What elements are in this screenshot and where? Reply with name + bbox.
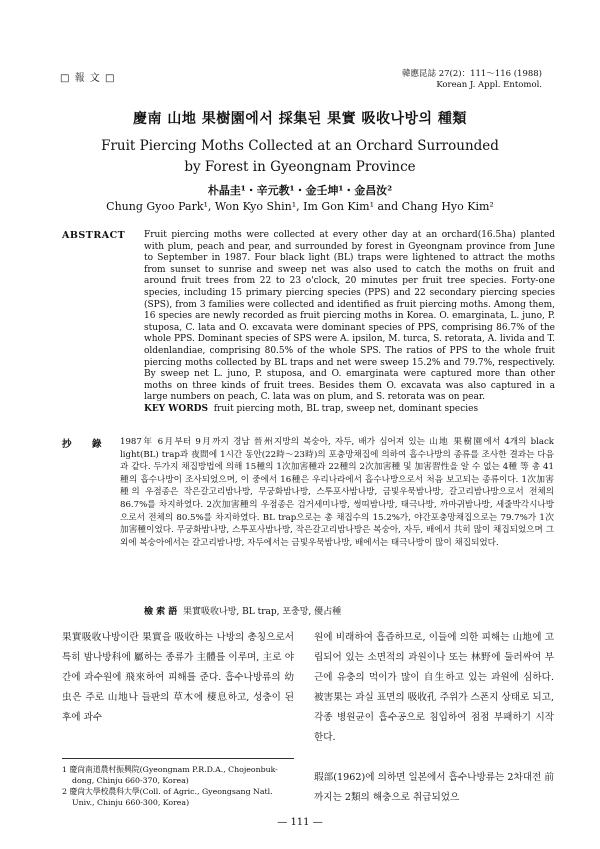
- keywords-korean-text: 果實吸收나방, BL trap, 포충망, 優占種: [183, 607, 342, 617]
- keywords: [144, 404, 555, 414]
- abstract-text: Fruit piercing moths were collected at every other day at an orchard(16.5ha) planted with plum, peach and pear, and surrounded by forest in Gyeongnam province from June to September in 1987. Four black light (BL) traps were lightened to attract the moths from sunset to sunrise and sweep net was also used to catch the moths on fruit and around fruit trees from 22 to 23 o'clock, 20 minutes per fruit tree species. Forty-one species, including 15 primary piercing species (PPS) and 22 secondary piercing species (SPS), from 3 families were collected and identified as fruit piercing moths. Among them, 16 species are newly recorded as fruit piercing moths in Korea. O. emarginata, L. juno, P. stuposa, C. lata and O. excavata were dominant species of PPS, comprising 86.7% of the whole PPS. Dominant species of SPS were A. ipsilon, M. turca, S. retorata, A. livida and T. oldenlandiae, comprising 80.5% of the whole SPS. The ratios of PPS to the whole fruit piercing moths collected by BL traps and net were sweep 15.2% and 79.7%, respectively. By sweep net L. juno, P. stuposa, and O. emarginata were captured more than other moths on three kinds of fruit trees. Besides them O. excavata was also captured in a large numbers on peach, C. lata was on plum, and S. retorata was on pear.: [144, 230, 555, 403]
- footnote-2: 2 慶尙大學校農科大學(Coll. of Agric., Gyeongsang Natl. Univ., Chinju 660-300, Korea): [62, 787, 273, 807]
- journal-citation: [402, 69, 542, 91]
- keywords-korean-label: 檢 索 語: [144, 607, 178, 617]
- footnote-1: 1 慶尙南道農村振興院(Gyeongnam P.R.D.A., Chojeonbuk-dong, Chinju 660-370, Korea): [62, 765, 278, 785]
- footnote-divider: [62, 758, 294, 759]
- article-type-label: □ 報 文 □: [60, 73, 116, 84]
- title-english: [0, 136, 600, 178]
- summary-label: 抄 錄: [62, 439, 103, 450]
- keywords-label: KEY WORDS: [144, 404, 208, 414]
- title-english-line1: Fruit Piercing Moths Collected at an Orchard Surrounded: [101, 138, 499, 154]
- authors-korean: 朴晶圭¹・辛元教¹・金壬坤¹・金昌汝²: [207, 184, 393, 197]
- body-left-column: 果實吸收나방이란 果實을 吸收하는 나방의 총칭으로서 특히 밤나방科에 屬하는 종류가 主體를 이루며, 主로 야간에 과수원에 飛來하여 피해를 준다. 흡수나방류의 幼虫은 주로 山地나 들판의 草木에 棲息하고, 성충이 된 후에 과수: [62, 632, 294, 723]
- journal-citation-en: Korean J. Appl. Entomol.: [436, 80, 542, 90]
- authors-english: Chung Gyoo Park¹, Won Kyo Shin¹, Im Gon Kim¹ and Chang Hyo Kim²: [106, 200, 494, 213]
- abstract-label: ABSTRACT: [62, 230, 126, 241]
- body-right-column: 원에 비래하여 흡즙하므로, 이들에 의한 피해는 山地에 고립되어 있는 소면적의 과원이나 또는 林野에 둘러싸여 부근에 유충의 먹이가 많이 自生하고 있는 과원에 심하다. 被害果는 과실 표면의 吸收孔 주위가 스폰지 상태로 되고, 각종 병원균이 흡수공으로 침입하여 점점 부패하기 시작한다.: [314, 632, 554, 743]
- title-korean: 慶南 山地 果樹園에서 採集된 果實 吸收나방의 種類: [133, 111, 467, 127]
- keywords-korean: [144, 604, 555, 617]
- body-right-column-continued: 瑕部(1962)에 의하면 일본에서 흡수나방류는 2차대전 前까지는 2類의 해충으로 취급되었으: [314, 772, 554, 803]
- page-number: — 111 —: [277, 817, 323, 828]
- footnotes: [62, 764, 296, 808]
- title-english-line2: by Forest in Gyeongnam Province: [184, 159, 416, 175]
- keywords-text: fruit piercing moth, BL trap, sweep net, dominant species: [213, 404, 479, 414]
- summary-text: 1987年 6月부터 9月까지 경남 晉州지방의 복숭아, 자두, 배가 심어져 있는 山地 果樹園에서 4개의 black light(BL) trap과 夜間에 1시간 동안(22時～23時)의 포충망채집에 의하여 흡수나방의 종류를 조사한 결과는 다음과 같다. 두가지 채집방법에 의해 15種의 1次加害種과 22種의 2次加害種 및 加害習性을 알 수 없는 4種 等 총 41種의 흡수나방이 조사되었으며, 이 중에서 16種은 우리나라에서 흡수나방으로서 처음 보고되는 종류이다. 1次加害種의 우점종은 작은갈고리밤나방, 무궁화밤나방, 스투포사밤나방, 금빛우묵밤나방, 갈고리밤나방으로서 전체의 86.7%를 차지하였다. 2次加害種의 우점종은 검거세미나방, 썽띠밤나방, 태극나방, 까마귀밤나방, 세줄박각시나방으로서 전체의 80.5%를 차지하였다. BL trap으로는 총 채집수의 15.2%가, 야간포충망채집으로는 79.7%가 1次加害種이었다. 무궁화밤나방, 스투포사밤나방, 작은갈고리밤나방은 복숭아, 자두, 배에서 共히 많이 채집되었으며 그 외에 복숭아에서는 갈고리밤나방, 자두에서는 금빛우묵밤나방, 배에서는 태극나방이 많이 채집되었다.: [120, 437, 554, 548]
- journal-citation-ko: 韓應昆誌 27(2)：111～116 (1988): [402, 69, 542, 79]
